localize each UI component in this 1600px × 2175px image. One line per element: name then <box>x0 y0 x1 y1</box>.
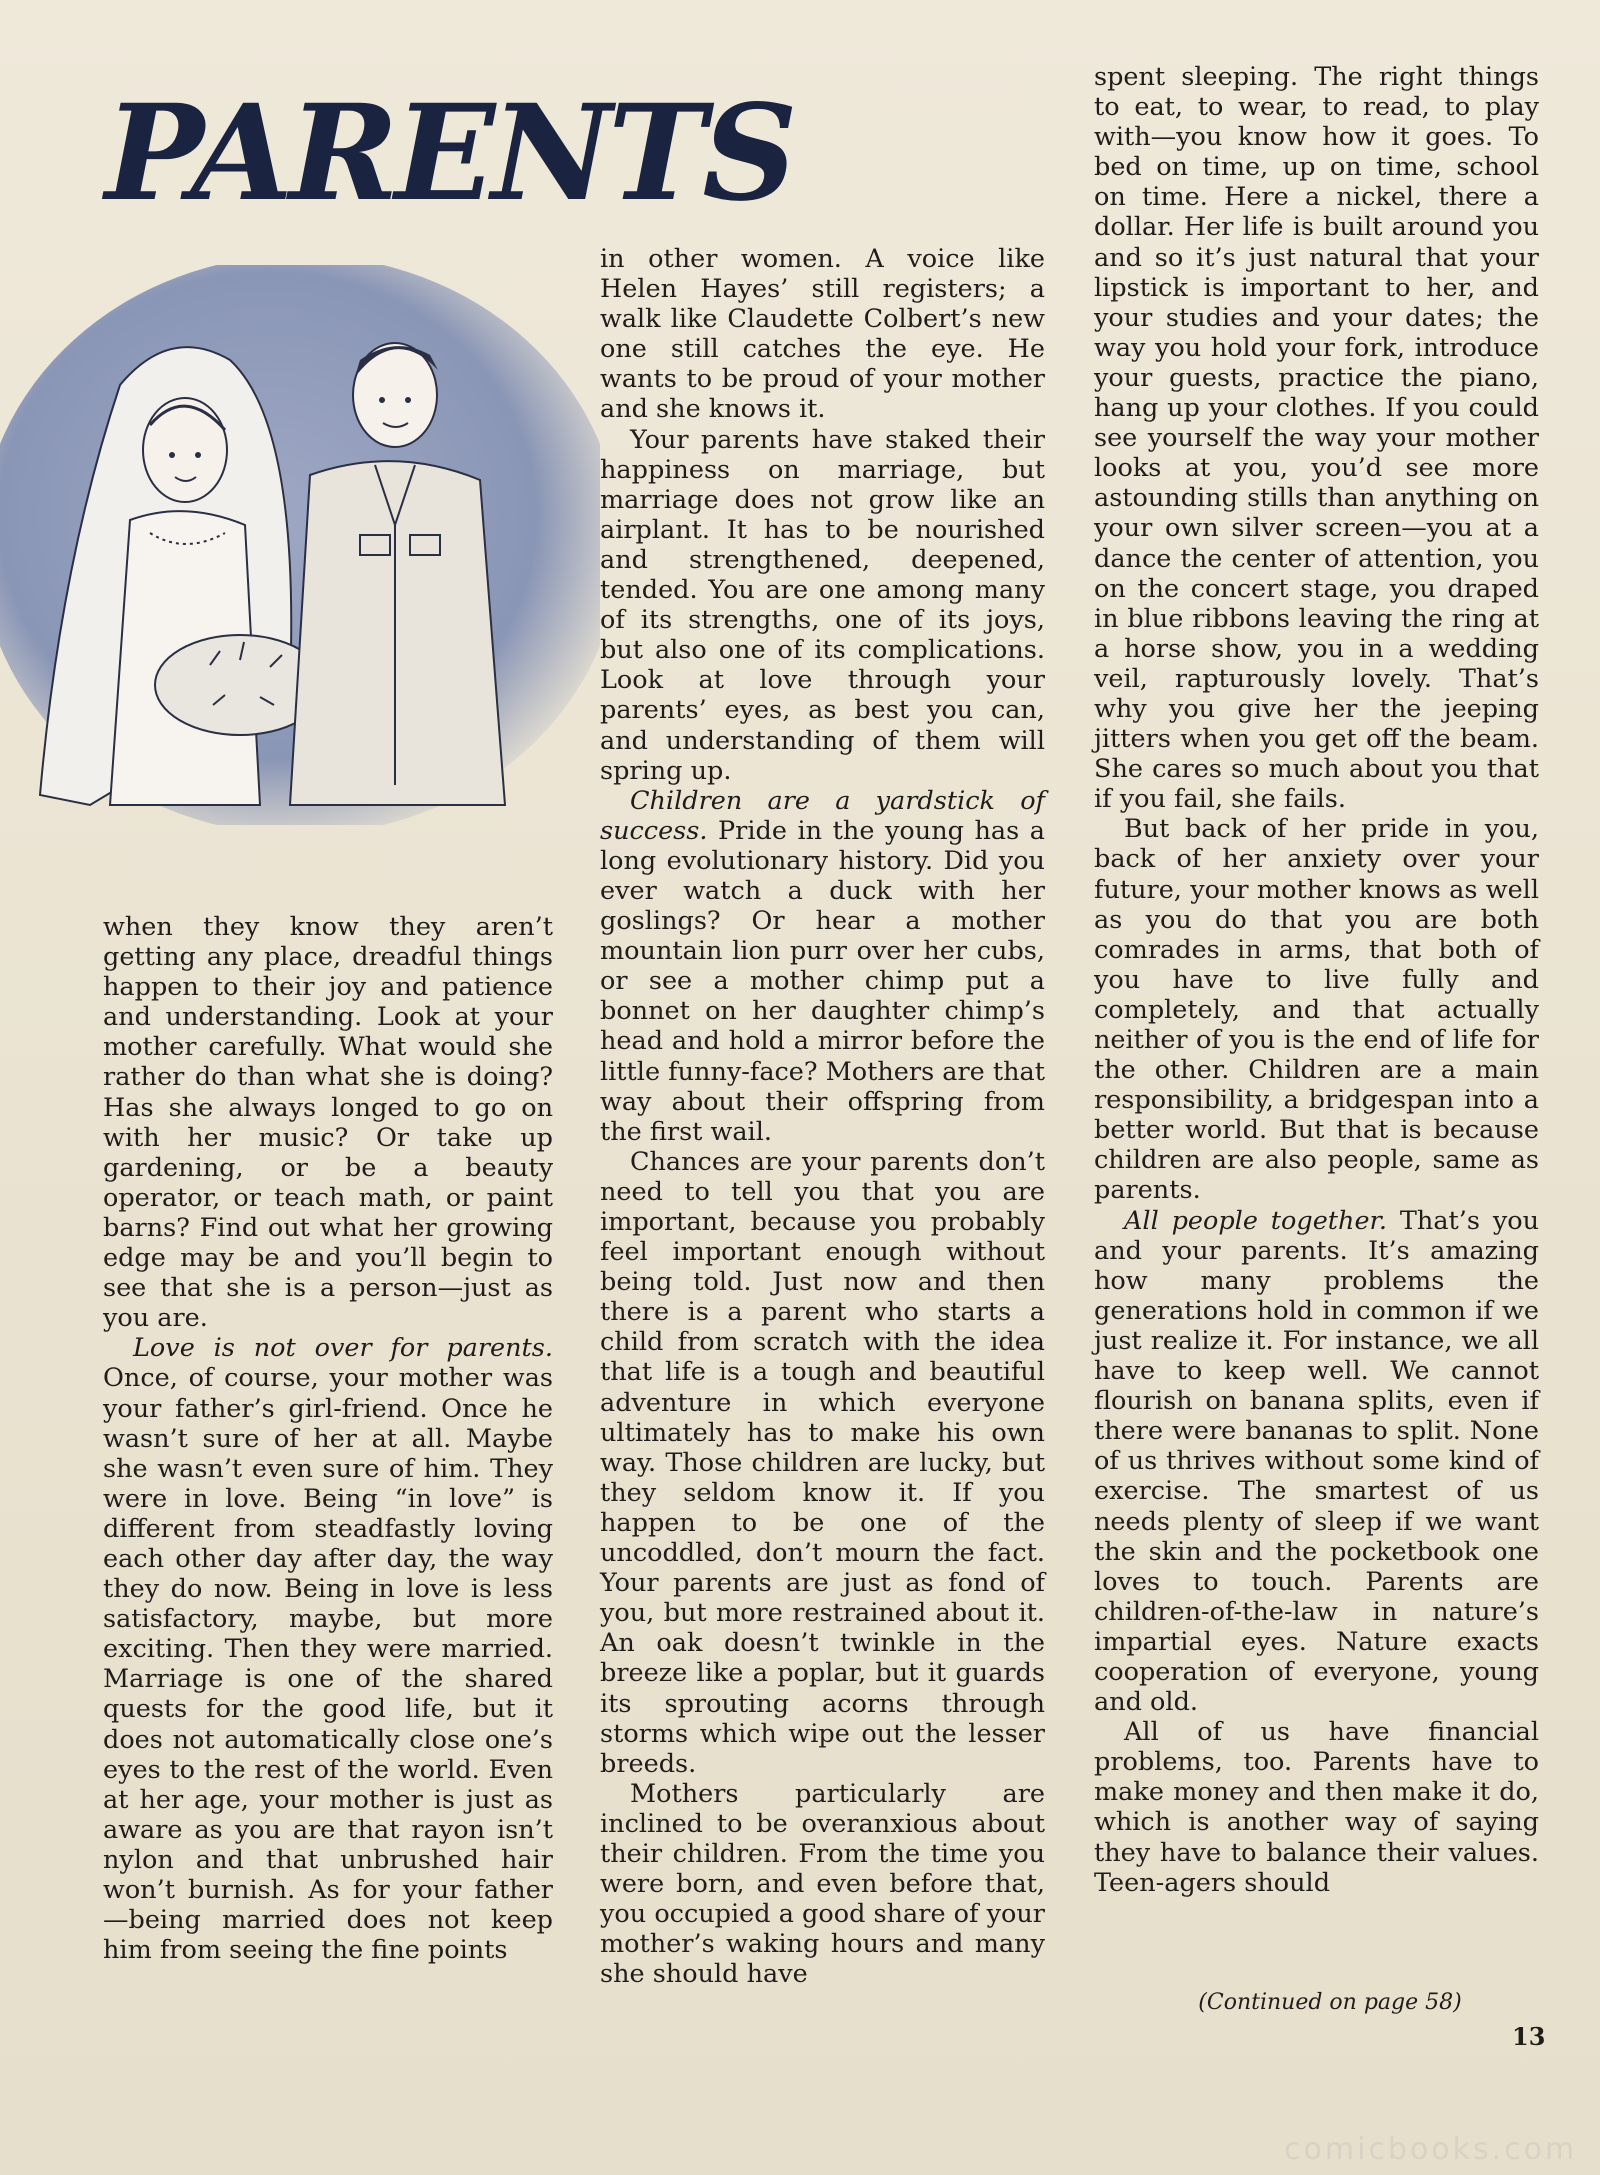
paragraph: All of us have financial problems, too. Parents have to make money and then make it do, which is another way of saying they have to balance their values. Teen-agers should <box>1094 1717 1539 1898</box>
continued-notice: (Continued on page 58) <box>1198 1990 1462 2015</box>
page-title: PARENTS <box>105 76 794 231</box>
paragraph-text: Once, of course, your mother was your father’s girl-friend. Once he wasn’t sure of her at all. Maybe she wasn’t even sure of him. They were in love. Being “in love” is different from steadfastly loving each other day after day, the way they do now. Being in love is less satisfactory, maybe, but more exciting. Then they were married. Marriage is one of the shared quests for the good life, but it does not automatically close one’s eyes to the rest of the world. Even at her age, your mother is just as aware as you are that rayon isn’t nylon and that unbrushed hair won’t burnish. As for your father—being married does not keep him from seeing the fine points <box>103 1363 553 1966</box>
paragraph: But back of her pride in you, back of her anxiety over your future, your mother knows as well as you do that you are both comrades in arms, that both of you have to live fully and completely, and that actually neither of you is the end of life for the other. Children are a main responsibility, a bridgespan into a better world. But that is because children are also people, same as parents. <box>1094 814 1539 1206</box>
paragraph: Chances are your parents don’t need to tell you that you are important, because you probably feel important enough without being told. Just now and then there is a parent who starts a child from scratch with the idea that life is a tough and beautiful adventure in which everyone ultimately has to make his own way. Those children are lucky, but they seldom know it. If you happen to be one of the uncoddled, don’t mourn the fact. Your parents are just as fond of you, but more restrained about it. An oak doesn’t twinkle in the breeze like a poplar, but it guards its sprouting acorns through storms which wipe out the lesser breeds. <box>600 1146 1045 1779</box>
text-column-2 <box>600 244 1045 1989</box>
paragraph: when they know they aren’t getting any place, dreadful things happen to their joy and patience and understanding. Look at your mother carefully. What would she rather do than what she is doing? Has she always longed to go on with her music? Or take up gardening, or be a beauty operator, or teach math, or paint barns? Find out what her growing edge may be and you’ll begin to see that she is a person—just as you are. <box>103 912 553 1334</box>
section-lead-in: Children are a yardstick of success. <box>600 785 1045 846</box>
page-number: 13 <box>1512 2022 1546 2051</box>
paragraph: Mothers particularly are inclined to be overanxious about their children. From the time you were born, and even before that, you occupied a good share of your mother’s waking hours and many she should have <box>600 1778 1045 1990</box>
text-column-1 <box>103 912 553 1965</box>
paragraph <box>600 786 1045 1147</box>
section-lead-in: All people together. <box>1124 1205 1388 1236</box>
text-column-3 <box>1094 62 1539 1898</box>
paragraph: spent sleeping. The right things to eat, to wear, to read, to play with—you know how it goes. To bed on time, up on time, school on time. Here a nickel, there a dollar. Her life is built around you and so it’s just natural that your lipstick is important to her, and your studies and your dates; the way you hold your fork, introduce your guests, practice the piano, hang up your clothes. If you could see yourself the way your mother looks at you, you’d see more astounding stills than anything on your own silver screen—you at a dance the center of attention, you on the concert stage, you draped in blue ribbons leaving the ring at a horse show, you in a wedding veil, rapturously lovely. That’s why you give her the jeeping jitters when you get off the beam. She cares so much about you that if you fail, she fails. <box>1094 62 1539 815</box>
section-lead-in: Love is not over for parents. <box>133 1333 553 1364</box>
paragraph-text: That’s you and your parents. It’s amazing how many problems the generations hold in common if we just realize it. For instance, we all have to keep well. We cannot flourish on banana splits, even if there were bananas to split. None of us thrives without some kind of exercise. The smartest of us needs plenty of sleep if we want the skin and the pocketbook one loves to touch. Parents are children-of-the-law in nature’s impartial eyes. Nature exacts cooperation of everyone, young and old. <box>1094 1205 1540 1718</box>
paragraph <box>1094 1206 1539 1718</box>
watermark: comicbooks.com <box>1284 2132 1578 2167</box>
paragraph <box>103 1333 553 1965</box>
wedding-couple-illustration <box>0 265 600 825</box>
paragraph: Your parents have staked their happiness on marriage, but marriage does not grow like an airplant. It has to be nourished and strengthened, deepened, tended. You are one among many of its strengths, one of its joys, but also one of its complications. Look at love through your parents’ eyes, as best you can, and understanding of them will spring up. <box>600 424 1045 786</box>
paragraph: in other women. A voice like Helen Hayes’ still registers; a walk like Claudette Colbert’s new one still catches the eye. He wants to be proud of your mother and she knows it. <box>600 244 1045 425</box>
paragraph-text: Pride in the young has a long evolutionary history. Did you ever watch a duck with her goslings? Or hear a mother mountain lion purr over her cubs, or see a mother chimp put a bonnet on her daughter chimp’s head and hold a mirror before the little funny-face? Mothers are that way about their offspring from the first wail. <box>600 815 1045 1147</box>
